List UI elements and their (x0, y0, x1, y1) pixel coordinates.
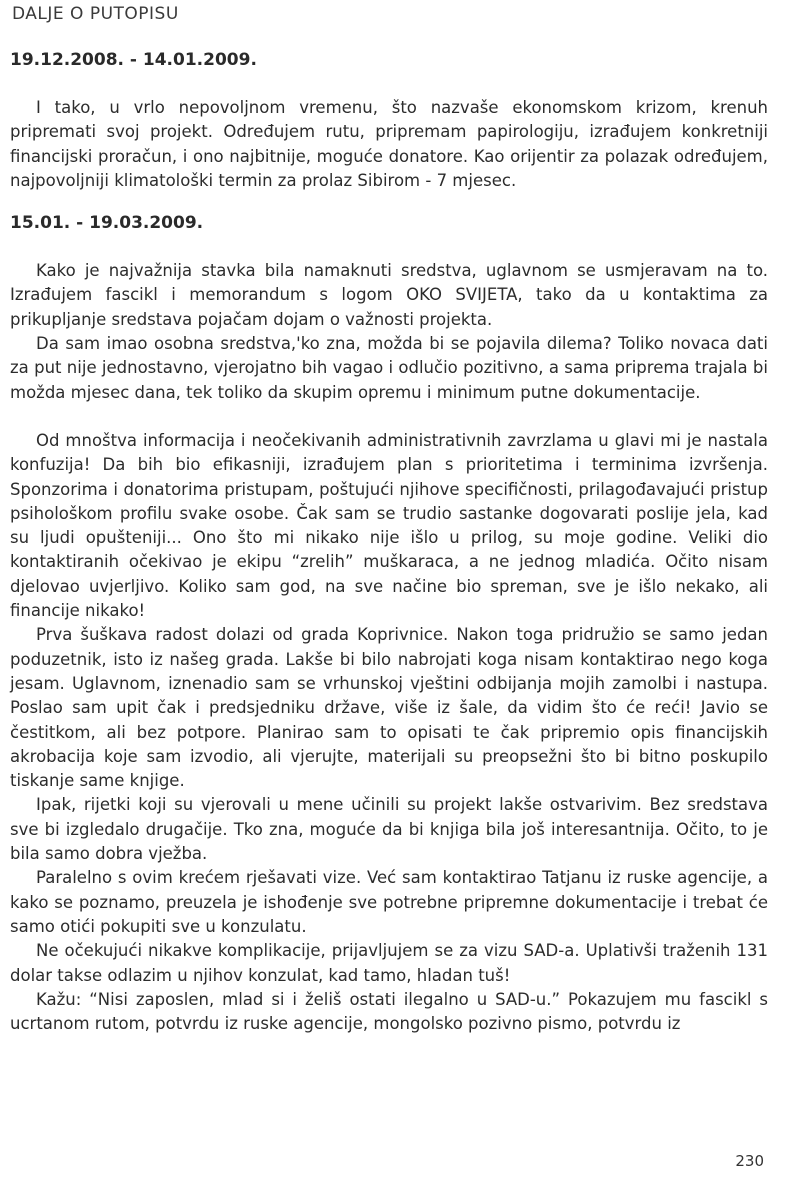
paragraph: Ipak, rijetki koji su vjerovali u mene učinili su projekt lakše ostvarivim. Bez sredstava sve bi izgledalo drugačije. Tko zna, moguće da bi knjiga bila još interesantnija. Očito, to je bila samo dobra vježba. (10, 795, 768, 864)
page-body (10, 50, 768, 1036)
paragraph: Prva šuškava radost dolazi od grada Koprivnice. Nakon toga pridružio se samo jedan poduzetnik, isto iz našeg grada. Lakše bi bilo nabrojati koga nisam kontaktirao nego koga jesam. Uglavnom, iznenadio sam se vrhunskoj vještini odbijanja mojih zamolbi i nastupa. Poslao sam upit čak i predsjedniku države, više iz šale, da vidim što će reći! Javio se čestitkom, ali bez potpore. Planirao sam to opisati te čak pripremio opis financijskih akrobacija koje sam izvodio, ali vjerujte, materijali su preopsežni što bi bitno poskupilo tiskanje same knjige. (10, 625, 768, 791)
paragraph: Da sam imao osobna sredstva,'ko zna, možda bi se pojavila dilema? Toliko novaca dati za put nije jednostavno, vjerojatno bih vagao i odlučio pozitivno, a sama priprema trajala bi možda mjesec dana, tek toliko da skupim opremu i minimum putne dokumentacije. (10, 334, 768, 402)
paragraph: Od mnoštva informacija i neočekivanih administrativnih zavrzlama u glavi mi je nastala konfuzija! Da bih bio efikasniji, izrađujem plan s prioritetima i terminima izvršenja. Sponzorima i donatorima pristupam, poštujući njihove specifičnosti, prilagođavajući pristup psihološkom profilu svake osobe. Čak sam se trudio sastanke dogovarati poslije jela, kad su ljudi opušteniji... Ono što mi nikako nije išlo u prilog, su moje godine. Veliki dio kontaktiranih očekivao je ekipu “zrelih” muškaraca, a ne jednog mladića. Očito nisam djelovao uvjerljivo. Koliko sam god, na sve načine bio spreman, sve je išlo nekako, ali financije nikako! (10, 430, 768, 621)
paragraph: Ne očekujući nikakve komplikacije, prijavljujem se za vizu SAD-a. Uplativši traženih 131 dolar takse odlazim u njihov konzulat, kad tamo, hladan tuš! (10, 941, 768, 985)
paragraph: Paralelno s ovim krećem rješavati vize. Već sam kontaktirao Tatjanu iz ruske agencije, a kako se poznamo, preuzela je ishođenje sve potrebne pripremne dokumentacije i trebat će samo otići pokupiti sve u konzulatu. (10, 868, 768, 936)
paragraph: Kako je najvažnija stavka bila namaknuti sredstva, uglavnom se usmjeravam na to. Izrađujem fascikl i memorandum s logom OKO SVIJETA, tako da u kontaktima za prikupljanje sredstava pojačam dojam o važnosti projekta. (10, 261, 768, 329)
date-heading: 19.12.2008. - 14.01.2009. (10, 50, 257, 70)
date-heading: 15.01. - 19.03.2009. (10, 213, 204, 234)
running-header: DALJE O PUTOPISU (12, 4, 179, 24)
paragraph: I tako, u vrlo nepovoljnom vremenu, što nazvaše ekonomskom krizom, krenuh pripremati svoj projekt. Određujem rutu, pripremam papirologiju, izrađujem konkretniji financijski proračun, i ono najbitnije, moguće donatore. Kao orijentir za polazak određujem, najpovoljniji klimatološki termin za prolaz Sibirom - 7 mjesec. (10, 98, 768, 190)
page-number: 230 (735, 1152, 764, 1170)
paragraph: Kažu: “Nisi zaposlen, mlad si i želiš ostati ilegalno u SAD-u.” Pokazujem mu fascikl s ucrtanom rutom, potvrdu iz ruske agencije, mongolsko pozivno pismo, potvrdu iz (10, 989, 768, 1034)
